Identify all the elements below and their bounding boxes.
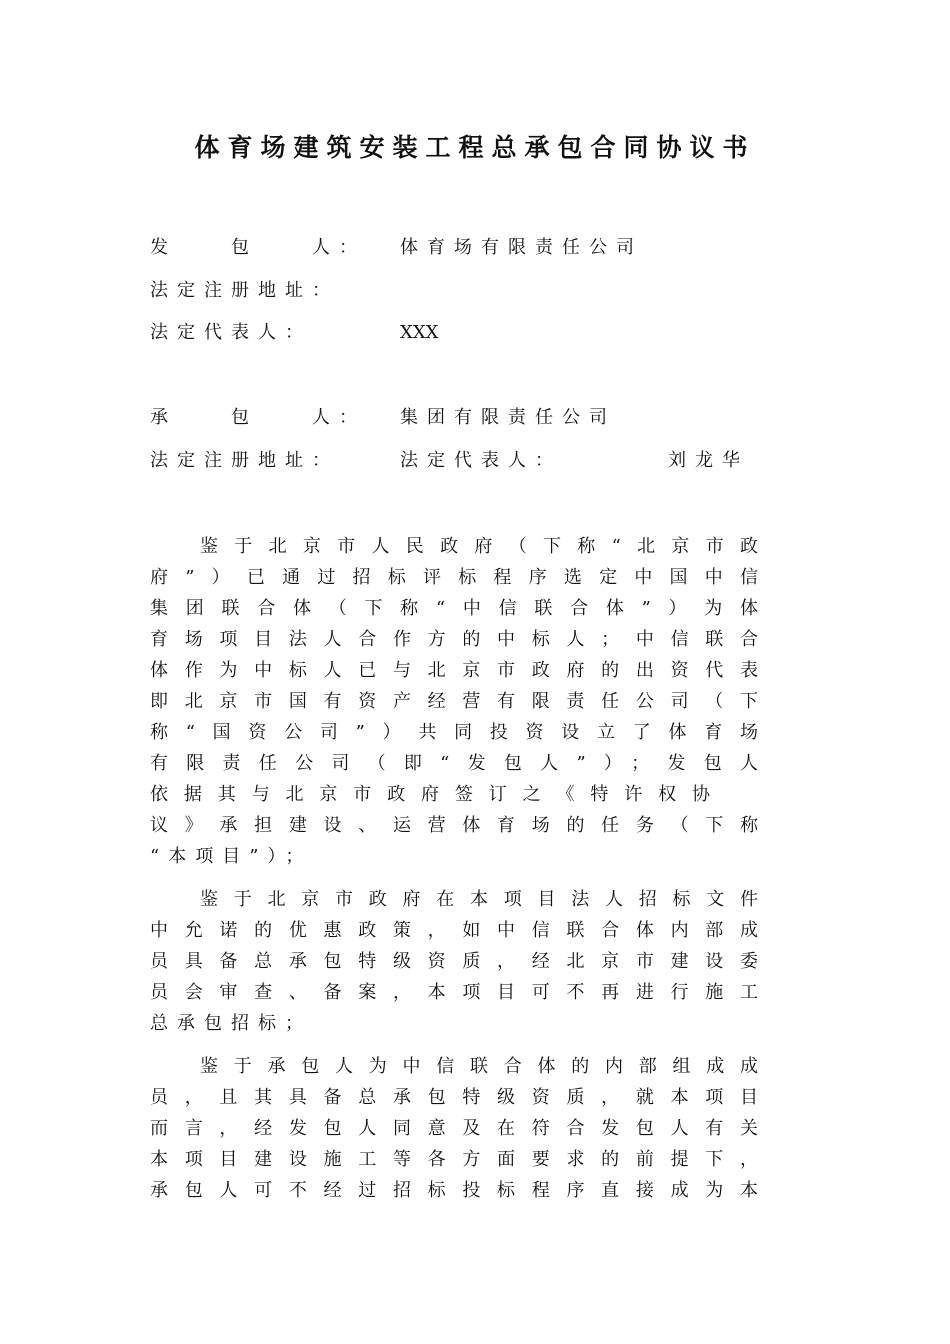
party-a-address-label: 法定注册地址： — [150, 280, 339, 301]
party-a-rep-label: 法定代表人： — [150, 322, 312, 343]
paragraph-line: 员会审查、备案，本项目可不再进行施工 — [150, 982, 758, 1003]
paragraph-line: 而言，经发包人同意及在符合发包人有关 — [150, 1118, 758, 1139]
paragraph-line: 承包人可不经过招标投标程序直接成为本 — [150, 1180, 758, 1201]
paragraph-line: 有限责任公司（即“发包人”）；发包人 — [150, 753, 758, 774]
paragraph-line: 集团联合体（下称“中信联合体”）为体 — [150, 598, 758, 619]
party-a-label: 发 包 人： — [150, 237, 366, 258]
party-b-rep-label: 法定代表人： — [400, 450, 562, 471]
paragraph-1 — [150, 531, 758, 872]
paragraph-line: 鉴于北京市政府在本项目法人招标文件 — [200, 889, 758, 910]
party-b-rep-value: 刘龙华 — [668, 450, 749, 471]
paragraph-line: “本项目”）； — [150, 846, 313, 867]
paragraph-line: 员，且其具备总承包特级资质，就本项目 — [150, 1087, 758, 1108]
paragraph-line: 府”）已通过招标评标程序选定中国中信 — [150, 567, 758, 588]
paragraph-3 — [150, 1051, 758, 1206]
party-a-name: 体育场有限责任公司 — [400, 237, 643, 258]
paragraph-line: 鉴于承包人为中信联合体的内部组成成 — [200, 1056, 758, 1077]
paragraph-line: 中允诺的优惠政策，如中信联合体内部成 — [150, 920, 758, 941]
paragraph-line: 议》承担建设、运营体育场的任务（下称 — [150, 815, 758, 836]
party-b-name: 集团有限责任公司 — [400, 407, 616, 428]
paragraph-line: 员具备总承包特级资质，经北京市建设委 — [150, 951, 758, 972]
party-a-rep-value: XXX — [400, 322, 439, 343]
paragraph-line: 本项目建设施工等各方面要求的前提下， — [150, 1149, 758, 1170]
paragraph-line: 体作为中标人已与北京市政府的出资代表 — [150, 660, 758, 681]
document-title: 体育场建筑安装工程总承包合同协议书 — [194, 133, 756, 162]
paragraph-line: 总承包招标； — [150, 1013, 312, 1034]
paragraph-line: 称“国资公司”）共同投资设立了体育场 — [150, 722, 758, 743]
party-b-label: 承 包 人： — [150, 407, 366, 428]
paragraph-line: 育场项目法人合作方的中标人；中信联合 — [150, 629, 758, 650]
paragraph-line: 即北京市国有资产经营有限责任公司（下 — [150, 691, 758, 712]
party-b-address-label: 法定注册地址： — [150, 450, 339, 471]
paragraph-line: 依据其与北京市政府签订之《特许权协 — [150, 784, 710, 805]
paragraph-line: 鉴于北京市人民政府（下称“北京市政 — [200, 536, 758, 557]
paragraph-2 — [150, 884, 758, 1039]
